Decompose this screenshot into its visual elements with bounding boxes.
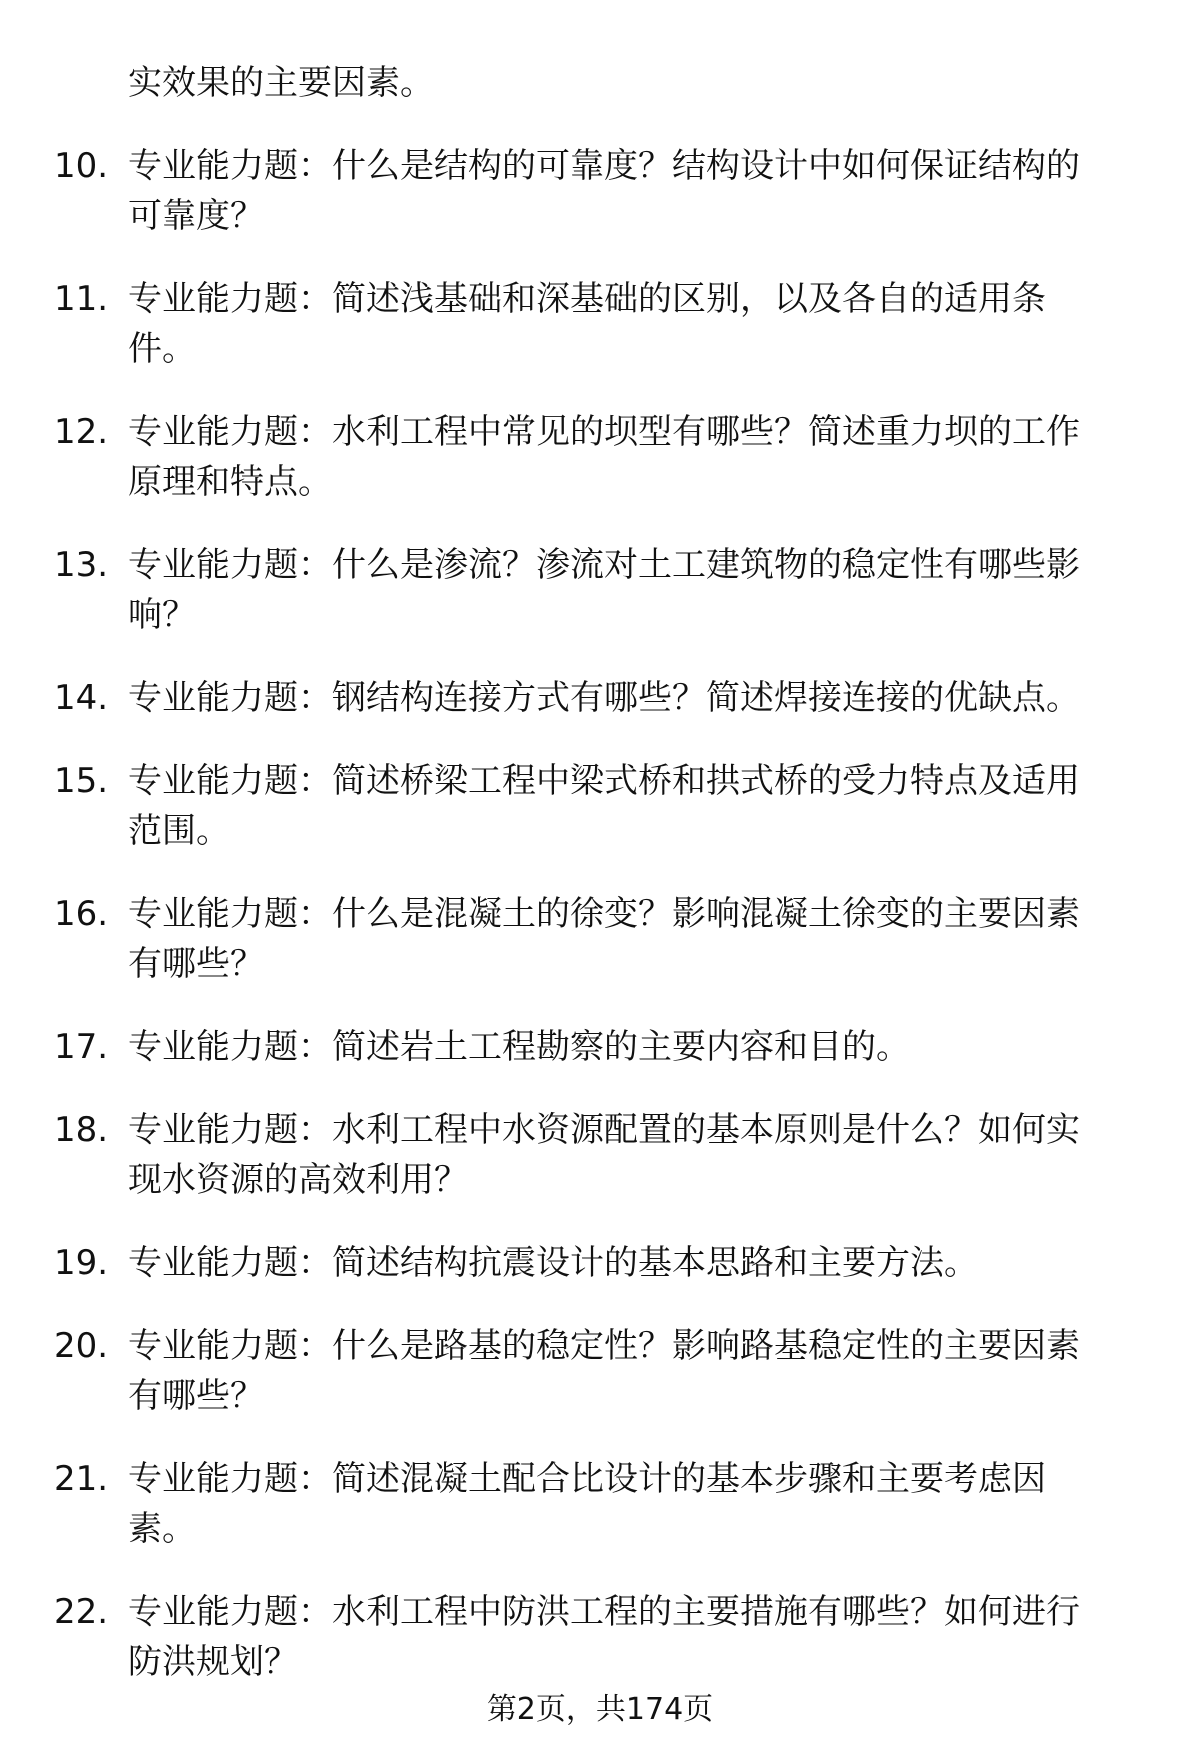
question-item	[0, 407, 1200, 507]
question-text-line: 专业能力题：水利工程中防洪工程的主要措施有哪些？如何进行	[128, 1592, 1080, 1632]
question-text-line: 专业能力题：水利工程中水资源配置的基本原则是什么？如何实	[128, 1110, 1080, 1150]
question-number: 22.	[54, 1592, 109, 1632]
document-body	[0, 58, 1200, 1687]
question-text-line: 件。	[128, 329, 196, 369]
question-number: 15.	[54, 761, 109, 801]
question-text-line: 现水资源的高效利用？	[128, 1160, 468, 1200]
question-text-line: 专业能力题：什么是结构的可靠度？结构设计中如何保证结构的	[128, 146, 1080, 186]
question-item	[0, 1587, 1200, 1687]
question-number: 14.	[54, 678, 109, 718]
question-text-line: 有哪些？	[128, 944, 264, 984]
question-text-line: 可靠度？	[128, 196, 264, 236]
question-number: 18.	[54, 1110, 109, 1150]
question-text-line: 专业能力题：简述浅基础和深基础的区别，以及各自的适用条	[128, 279, 1046, 319]
question-text-line: 有哪些？	[128, 1376, 264, 1416]
question-text-line: 专业能力题：水利工程中常见的坝型有哪些？简述重力坝的工作	[128, 412, 1080, 452]
question-text-line: 专业能力题：简述岩土工程勘察的主要内容和目的。	[128, 1027, 910, 1067]
question-number: 16.	[54, 894, 109, 934]
question-number: 21.	[54, 1459, 109, 1499]
question-number: 11.	[54, 279, 109, 319]
question-number: 13.	[54, 545, 109, 585]
question-item	[0, 1321, 1200, 1421]
question-text-line: 专业能力题：简述结构抗震设计的基本思路和主要方法。	[128, 1243, 978, 1283]
question-text-line: 专业能力题：简述混凝土配合比设计的基本步骤和主要考虑因	[128, 1459, 1046, 1499]
question-item	[0, 540, 1200, 640]
question-text-line: 原理和特点。	[128, 462, 332, 502]
question-text-line: 专业能力题：什么是路基的稳定性？影响路基稳定性的主要因素	[128, 1326, 1080, 1366]
question-text-line: 范围。	[128, 811, 230, 851]
question-text-line: 专业能力题：什么是混凝土的徐变？影响混凝土徐变的主要因素	[128, 894, 1080, 934]
question-text-line: 素。	[128, 1509, 196, 1549]
question-item	[0, 673, 1200, 723]
question-item	[0, 274, 1200, 374]
question-text-line: 专业能力题：简述桥梁工程中梁式桥和拱式桥的受力特点及适用	[128, 761, 1080, 801]
question-number: 20.	[54, 1326, 109, 1366]
question-number: 17.	[54, 1027, 109, 1067]
question-number: 10.	[54, 146, 109, 186]
question-item	[0, 889, 1200, 989]
question-text-line: 防洪规划？	[128, 1642, 298, 1682]
question-item	[0, 756, 1200, 856]
continuation-text: 实效果的主要因素。	[128, 63, 434, 103]
question-text-line: 响？	[128, 595, 196, 635]
question-text-line: 专业能力题：钢结构连接方式有哪些？简述焊接连接的优缺点。	[128, 678, 1080, 718]
page-number: 第2页，共174页	[486, 1692, 714, 1727]
question-item	[0, 141, 1200, 241]
question-number: 12.	[54, 412, 109, 452]
question-text-line: 专业能力题：什么是渗流？渗流对土工建筑物的稳定性有哪些影	[128, 545, 1080, 585]
question-item	[0, 1238, 1200, 1288]
question-item	[0, 1454, 1200, 1554]
question-list	[0, 141, 1200, 1687]
question-item	[0, 1022, 1200, 1072]
question-item	[0, 1105, 1200, 1205]
question-number: 19.	[54, 1243, 109, 1283]
